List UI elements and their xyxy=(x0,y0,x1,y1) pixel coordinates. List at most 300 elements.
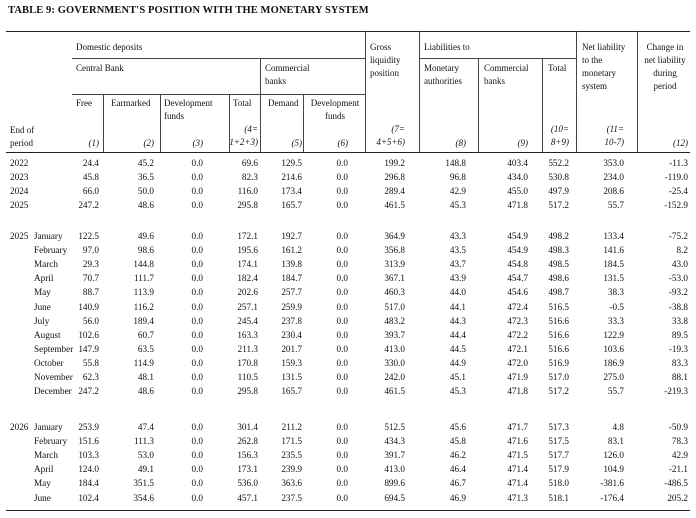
table-cell: 516.9 xyxy=(548,357,569,368)
table-cell: 518.1 xyxy=(548,492,569,503)
table-cell: 46.2 xyxy=(449,450,466,461)
column-number: (1) xyxy=(88,138,99,148)
table-cell: 454.9 xyxy=(507,245,528,256)
table-cell: 0.0 xyxy=(191,172,203,183)
table-cell: 0.0 xyxy=(336,478,348,489)
table-cell: 114.9 xyxy=(133,357,154,368)
table-cell: 165.7 xyxy=(281,386,302,397)
table-cell: 184.5 xyxy=(603,259,624,270)
table-cell: 116.0 xyxy=(237,186,258,197)
table-cell: 301.4 xyxy=(237,422,258,432)
row-label: 2022 xyxy=(10,158,29,168)
divider-under-liab xyxy=(419,58,576,59)
table-cell: 144.8 xyxy=(133,259,154,270)
table-cell: 45.6 xyxy=(449,422,466,432)
table-cell: 330.0 xyxy=(384,357,405,368)
table-cell: 512.5 xyxy=(384,422,405,432)
table-cell: 49.1 xyxy=(137,464,154,475)
table-cell: -11.3 xyxy=(669,158,688,168)
row-label: February xyxy=(34,436,68,447)
table-cell: 163.3 xyxy=(237,329,258,340)
table-cell: 45.3 xyxy=(449,200,466,211)
table-cell: 0.0 xyxy=(191,315,203,326)
header-earmarked: Earmarked xyxy=(111,98,151,108)
header-development-funds-cb: Development funds xyxy=(310,98,360,121)
table-cell: 211.3 xyxy=(237,343,258,354)
column-number: (4= 1+2+3) xyxy=(229,124,258,147)
table-cell: -381.6 xyxy=(600,478,624,489)
table-cell: 33.3 xyxy=(607,315,624,326)
table-cell: 116.2 xyxy=(133,301,154,312)
table-cell: 184.4 xyxy=(78,478,99,489)
table-cell: 353.0 xyxy=(603,158,624,168)
table-cell: 0.0 xyxy=(191,301,203,312)
row-label: 2024 xyxy=(10,186,29,197)
table-cell: -219.3 xyxy=(664,386,688,397)
table-cell: 0.0 xyxy=(336,422,348,432)
table-cell: -53.0 xyxy=(668,273,688,284)
table-cell: 113.9 xyxy=(133,287,154,298)
table-cell: 242.0 xyxy=(384,372,405,382)
header-commercial-banks-group: Commercial banks xyxy=(265,63,310,86)
table-cell: 0.0 xyxy=(191,436,203,447)
table-cell: 45.3 xyxy=(449,386,466,397)
table-cell: 44.0 xyxy=(449,287,466,298)
table-cell: 275.0 xyxy=(603,372,624,382)
row-label: February xyxy=(34,245,68,256)
table-cell: -38.8 xyxy=(668,301,688,312)
divider-under-domestic xyxy=(72,58,365,59)
table-cell: 552.2 xyxy=(548,158,569,168)
table-cell: 461.5 xyxy=(384,386,405,397)
table-cell: 364.9 xyxy=(384,231,405,241)
table-cell: 472.1 xyxy=(507,343,528,354)
table-cell: 516.6 xyxy=(548,343,569,354)
header-net-liability: Net liability to the monetary system xyxy=(582,42,626,91)
table-cell: 0.0 xyxy=(336,259,348,270)
table-cell: 172.1 xyxy=(237,231,258,241)
table-cell: 60.7 xyxy=(137,329,154,340)
table-cell: 174.1 xyxy=(237,259,258,270)
table-cell: 498.6 xyxy=(548,273,569,284)
table-cell: 70.7 xyxy=(82,273,99,284)
table-cell: 46.7 xyxy=(449,478,466,489)
row-label: July xyxy=(34,315,50,326)
table-cell: 133.4 xyxy=(603,231,624,241)
table-cell: 471.9 xyxy=(507,372,528,382)
table-cell: 313.9 xyxy=(384,259,405,270)
table-cell: 517.2 xyxy=(548,200,569,211)
table-cell: 29.3 xyxy=(82,259,99,270)
table-cell: 0.0 xyxy=(191,259,203,270)
table-cell: 234.0 xyxy=(603,172,624,183)
table-cell: 471.3 xyxy=(507,492,528,503)
table-cell: 192.7 xyxy=(281,231,302,241)
table-cell: 517.0 xyxy=(548,372,569,382)
row-label: 2025 xyxy=(10,200,29,211)
table-cell: 111.7 xyxy=(134,273,154,284)
row-label: May xyxy=(34,287,51,298)
column-number: (8) xyxy=(455,138,466,148)
table-cell: 0.0 xyxy=(336,186,348,197)
table-cell: 0.0 xyxy=(336,450,348,461)
table-cell: 98.6 xyxy=(137,245,154,256)
divider-demand xyxy=(303,94,304,152)
table-cell: 186.9 xyxy=(603,357,624,368)
table-cell: 239.9 xyxy=(281,464,302,475)
table-cell: 195.6 xyxy=(237,245,258,256)
table-cell: 454.9 xyxy=(507,231,528,241)
table-cell: 472.4 xyxy=(507,301,528,312)
table-cell: 49.6 xyxy=(137,231,154,241)
column-number: (7= 4+5+6) xyxy=(376,124,405,147)
table-cell: 202.6 xyxy=(237,287,258,298)
header-demand: Demand xyxy=(268,98,299,108)
table-cell: 50.0 xyxy=(137,186,154,197)
table-cell: 129.5 xyxy=(281,158,302,168)
table-cell: 122.9 xyxy=(603,329,624,340)
table-cell: 454.6 xyxy=(507,287,528,298)
table-cell: -486.5 xyxy=(664,478,688,489)
table-cell: -25.4 xyxy=(668,186,688,197)
table-cell: 82.3 xyxy=(241,172,258,183)
header-liab-total: Total xyxy=(548,63,567,73)
table-cell: 393.7 xyxy=(384,329,405,340)
table-cell: 517.3 xyxy=(548,422,569,432)
divider-liab xyxy=(576,31,577,152)
table-cell: 0.0 xyxy=(191,200,203,211)
table-cell: 454.7 xyxy=(507,273,528,284)
table-cell: 472.0 xyxy=(507,357,528,368)
table-cell: 0.0 xyxy=(336,172,348,183)
table-cell: 230.4 xyxy=(281,329,302,340)
table-cell: 457.1 xyxy=(237,492,258,503)
table-cell: 363.6 xyxy=(281,478,302,489)
table-cell: 103.6 xyxy=(603,343,624,354)
table-cell: 97.0 xyxy=(82,245,99,256)
row-label: May xyxy=(34,478,51,489)
table-cell: 498.3 xyxy=(548,245,569,256)
table-cell: 351.5 xyxy=(133,478,154,489)
table-cell: 148.8 xyxy=(445,158,466,168)
table-cell: 237.8 xyxy=(281,315,302,326)
table-cell: 66.0 xyxy=(82,186,99,197)
table-cell: 0.0 xyxy=(191,386,203,397)
table-cell: -19.3 xyxy=(668,343,688,354)
table-cell: -119.0 xyxy=(664,172,688,183)
table-cell: 356.8 xyxy=(384,245,405,256)
table-cell: 184.7 xyxy=(281,273,302,284)
table-cell: 0.0 xyxy=(191,372,203,382)
table-cell: 0.0 xyxy=(336,231,348,241)
table-cell: 455.0 xyxy=(507,186,528,197)
table-cell: 159.3 xyxy=(281,357,302,368)
table-cell: 536.0 xyxy=(237,478,258,489)
table-cell: 0.0 xyxy=(191,245,203,256)
table-cell: 0.0 xyxy=(336,464,348,475)
table-cell: 199.2 xyxy=(384,158,405,168)
table-cell: 259.9 xyxy=(281,301,302,312)
table-cell: 48.6 xyxy=(137,200,154,211)
table-cell: 483.2 xyxy=(384,315,405,326)
table-cell: 147.9 xyxy=(78,343,99,354)
column-number: (11= 10-7) xyxy=(604,124,624,147)
table-cell: 56.0 xyxy=(82,315,99,326)
table-cell: 0.0 xyxy=(191,478,203,489)
table-cell: 165.7 xyxy=(281,200,302,211)
table-cell: 0.0 xyxy=(191,231,203,241)
header-end-of-period: End of period xyxy=(10,125,35,148)
table-cell: 44.1 xyxy=(449,301,466,312)
table-cell: 235.5 xyxy=(281,450,302,461)
row-label: April xyxy=(34,273,54,284)
table-cell: 38.3 xyxy=(607,287,624,298)
divider-gross xyxy=(419,31,420,152)
table-cell: 472.2 xyxy=(507,329,528,340)
table-cell: 517.2 xyxy=(548,386,569,397)
table-cell: 694.5 xyxy=(384,492,405,503)
row-label: October xyxy=(34,357,64,368)
table-cell: 156.3 xyxy=(237,450,258,461)
table-cell: 253.9 xyxy=(78,422,99,432)
table-cell: 44.3 xyxy=(449,315,466,326)
table-cell: 48.1 xyxy=(137,372,154,382)
header-monetary-authorities: Monetary authorities xyxy=(424,63,462,86)
table-cell: 88.7 xyxy=(82,287,99,298)
table-cell: -93.2 xyxy=(668,287,688,298)
table-cell: 189.4 xyxy=(133,315,154,326)
table-cell: 43.7 xyxy=(449,259,466,270)
table-cell: 208.6 xyxy=(603,186,624,197)
table-cell: 0.0 xyxy=(336,245,348,256)
table-cell: 161.2 xyxy=(281,245,302,256)
table-cell: 296.8 xyxy=(384,172,405,183)
table-cell: 461.5 xyxy=(384,200,405,211)
table-cell: 46.4 xyxy=(449,464,466,475)
table-cell: 0.0 xyxy=(336,287,348,298)
table-cell: 0.0 xyxy=(336,315,348,326)
divider-earmarked xyxy=(160,94,161,152)
table-cell: 434.3 xyxy=(384,436,405,447)
table-cell: 454.8 xyxy=(507,259,528,270)
table-cell: 0.0 xyxy=(336,343,348,354)
table-cell: 63.5 xyxy=(137,343,154,354)
table-cell: 471.5 xyxy=(507,450,528,461)
table-cell: 354.6 xyxy=(133,492,154,503)
table-cell: 434.0 xyxy=(507,172,528,183)
table-cell: 517.9 xyxy=(548,464,569,475)
table-cell: 62.3 xyxy=(82,372,99,382)
table-cell: 8.2 xyxy=(676,245,688,256)
table-cell: 247.2 xyxy=(78,386,99,397)
table-cell: -176.4 xyxy=(600,492,624,503)
table-cell: 0.0 xyxy=(336,301,348,312)
table-cell: 516.6 xyxy=(548,315,569,326)
table-cell: 45.8 xyxy=(449,436,466,447)
table-cell: 0.0 xyxy=(191,450,203,461)
table-cell: 295.8 xyxy=(237,200,258,211)
table-cell: 0.0 xyxy=(191,422,203,432)
table-cell: 24.4 xyxy=(82,158,99,168)
table-cell: 516.5 xyxy=(548,301,569,312)
table-cell: -0.5 xyxy=(609,301,624,312)
table-cell: 170.8 xyxy=(237,357,258,368)
header-gross-liquidity: Gross liquidity position xyxy=(370,42,401,78)
table-cell: 0.0 xyxy=(191,287,203,298)
table-title: TABLE 9: GOVERNMENT'S POSITION WITH THE MONETARY SYSTEM xyxy=(8,5,369,16)
table-cell: 45.1 xyxy=(449,372,466,382)
column-number: (10= 8+9) xyxy=(550,124,569,147)
table-cell: 211.2 xyxy=(281,422,302,432)
table-cell: 0.0 xyxy=(336,492,348,503)
table-cell: 517.0 xyxy=(384,301,405,312)
table-cell: 45.8 xyxy=(82,172,99,183)
table-cell: 4.8 xyxy=(612,422,624,432)
table-cell: 69.6 xyxy=(241,158,258,168)
column-number: (6) xyxy=(337,138,348,148)
row-label: June xyxy=(34,492,51,503)
table-cell: 88.1 xyxy=(671,372,688,382)
table-cell: 173.1 xyxy=(237,464,258,475)
row-label: March xyxy=(34,450,58,461)
table-cell: 139.8 xyxy=(281,259,302,270)
table-cell: 46.9 xyxy=(449,492,466,503)
table-cell: 471.7 xyxy=(507,422,528,432)
top-rule xyxy=(6,31,690,32)
table-cell: 104.9 xyxy=(603,464,624,475)
table-cell: 0.0 xyxy=(336,200,348,211)
table-cell: 55.8 xyxy=(82,357,99,368)
table-cell: 295.8 xyxy=(237,386,258,397)
table-cell: 83.3 xyxy=(671,357,688,368)
table-cell: 237.5 xyxy=(281,492,302,503)
table-cell: 124.0 xyxy=(78,464,99,475)
table-cell: 257.1 xyxy=(237,301,258,312)
table-cell: 498.5 xyxy=(548,259,569,270)
table-cell: 413.0 xyxy=(384,343,405,354)
table-cell: 367.1 xyxy=(384,273,405,284)
table-cell: 257.7 xyxy=(281,287,302,298)
header-total: Total xyxy=(233,98,252,108)
divider-cb-commercial xyxy=(260,58,261,152)
table-cell: 0.0 xyxy=(191,357,203,368)
table-cell: 245.4 xyxy=(237,315,258,326)
table-cell: 517.5 xyxy=(548,436,569,447)
table-cell: 0.0 xyxy=(336,372,348,382)
divider-under-cb xyxy=(72,94,260,95)
table-cell: 53.0 xyxy=(137,450,154,461)
table-cell: 472.3 xyxy=(507,315,528,326)
table-cell: 55.7 xyxy=(607,200,624,211)
table-cell: 0.0 xyxy=(336,436,348,447)
table-cell: 47.4 xyxy=(137,422,154,432)
table-cell: 89.5 xyxy=(671,329,688,340)
table-cell: -50.9 xyxy=(668,422,688,432)
table-cell: 205.2 xyxy=(667,492,688,503)
table-cell: 471.4 xyxy=(507,478,528,489)
column-number: (12) xyxy=(673,138,688,148)
table-cell: 44.5 xyxy=(449,343,466,354)
table-cell: 182.4 xyxy=(237,273,258,284)
table-cell: 122.5 xyxy=(78,231,99,241)
row-label: January xyxy=(34,231,63,241)
header-liabilities-to: Liabilities to xyxy=(424,42,470,52)
header-commercial-banks: Commercial banks xyxy=(484,63,529,86)
column-number: (5) xyxy=(291,138,302,148)
header-domestic-deposits: Domestic deposits xyxy=(76,42,143,52)
table-cell: 0.0 xyxy=(191,329,203,340)
header-rule xyxy=(6,152,690,153)
column-number: (9) xyxy=(517,138,528,148)
table-cell: 126.0 xyxy=(603,450,624,461)
header-development-funds: Development funds xyxy=(164,98,213,121)
table-cell: 0.0 xyxy=(191,464,203,475)
table-cell: 131.5 xyxy=(281,372,302,382)
table-cell: 43.3 xyxy=(449,231,466,241)
column-number: (2) xyxy=(143,138,154,148)
table-cell: 262.8 xyxy=(237,436,258,447)
row-label: 2023 xyxy=(10,172,29,183)
table-cell: 0.0 xyxy=(336,158,348,168)
row-label: August xyxy=(34,329,61,340)
table-cell: 518.0 xyxy=(548,478,569,489)
table-cell: 460.3 xyxy=(384,287,405,298)
table-cell: 899.6 xyxy=(384,478,405,489)
table-cell: 497.9 xyxy=(548,186,569,197)
table-cell: 201.7 xyxy=(281,343,302,354)
table-cell: 498.7 xyxy=(548,287,569,298)
table-cell: 0.0 xyxy=(191,186,203,197)
table-cell: -152.9 xyxy=(664,200,688,211)
table-cell: 110.5 xyxy=(237,372,258,382)
table-cell: 471.8 xyxy=(507,386,528,397)
table-cell: 471.6 xyxy=(507,436,528,447)
table-cell: 471.8 xyxy=(507,200,528,211)
table-cell: 0.0 xyxy=(191,492,203,503)
table-cell: 0.0 xyxy=(191,343,203,354)
table-cell: 289.4 xyxy=(384,186,405,197)
divider-free xyxy=(103,94,104,152)
table-cell: 403.4 xyxy=(507,158,528,168)
table-cell: 131.5 xyxy=(603,273,624,284)
table-cell: 413.0 xyxy=(384,464,405,475)
bottom-rule xyxy=(6,510,690,511)
column-number: (3) xyxy=(192,138,203,148)
table-cell: 0.0 xyxy=(191,158,203,168)
table-cell: 517.7 xyxy=(548,450,569,461)
table-cell: 48.6 xyxy=(137,386,154,397)
table-cell: 36.5 xyxy=(137,172,154,183)
header-change-net: Change in net liability during period xyxy=(644,42,686,91)
row-label: September xyxy=(34,343,74,354)
row-year-label: 2026 xyxy=(10,422,29,432)
table-cell: 151.6 xyxy=(78,436,99,447)
table-cell: 471.4 xyxy=(507,464,528,475)
table-cell: 103.3 xyxy=(78,450,99,461)
table-cell: 0.0 xyxy=(336,329,348,340)
table-cell: 45.2 xyxy=(137,158,154,168)
divider-net xyxy=(637,31,638,152)
table-cell: 171.5 xyxy=(281,436,302,447)
row-label: January xyxy=(34,422,63,432)
table-cell: -21.1 xyxy=(668,464,688,475)
row-label: April xyxy=(34,464,54,475)
table-cell: 498.2 xyxy=(548,231,569,241)
row-label: March xyxy=(34,259,58,270)
table-cell: 214.6 xyxy=(281,172,302,183)
table-cell: 42.9 xyxy=(671,450,688,461)
table-cell: 43.0 xyxy=(671,259,688,270)
